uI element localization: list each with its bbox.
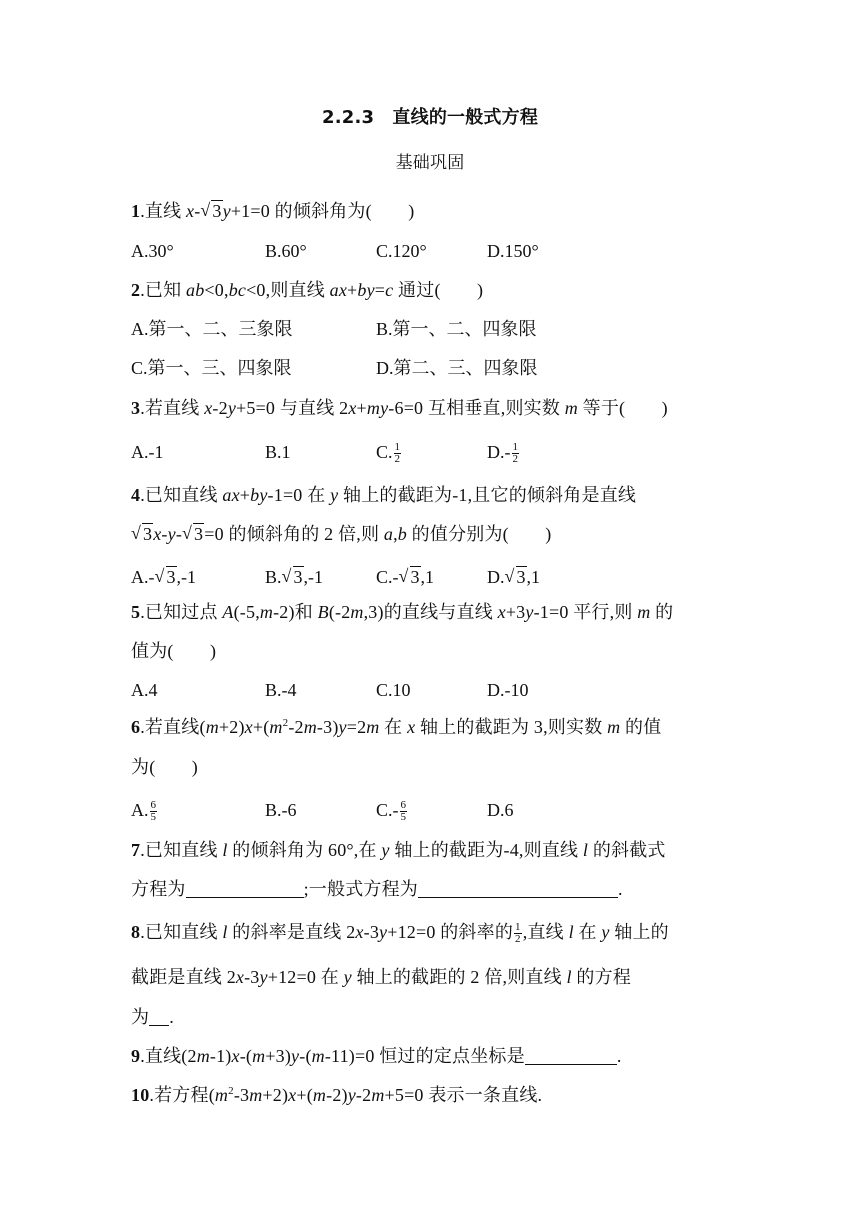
question-number: 4 <box>131 485 141 505</box>
option-c: C.120° <box>376 241 427 261</box>
fraction: $\frac{1}{2}$ <box>512 441 518 466</box>
question-4-line-2: √ 3x-y-√ 3=0 的倾斜角的 2 倍,则 a,b 的值分别为( ) <box>131 522 551 546</box>
question-1: 1.直线 x-√ 3y+1=0 的倾斜角为( ) <box>131 199 414 223</box>
question-6: 6.若直线$(m+2)x+(m^2-2m-3)y=2m$ 在 x 轴上的截距为 3,则实数 m 的值 <box>131 717 662 737</box>
question-8: 8.已知直线 l 的斜率是直线 2x-3y+12=0 的斜率的 $\frac{1}{2}$ ,直线 l 在 y 轴上的 <box>131 921 669 946</box>
question-text: 若方程$(m^2-3m+2)x+(m-2)y-2m+5=0$ 表示一条直线. <box>154 1085 543 1105</box>
option-d: D.√ 3,1 <box>487 565 540 589</box>
question-2: 2.已知 ab<0,bc<0,则直线 ax+by=c 通过( ) <box>131 280 484 300</box>
question-text: 直线 x-√ 3y+1=0 的倾斜角为( ) <box>145 201 415 221</box>
question-3: 3.若直线 x-2y+5=0 与直线 2x+my-6=0 互相垂直,则实数 m 等于( ) <box>131 398 668 418</box>
question-number: 10 <box>131 1085 150 1105</box>
option-d: D.150° <box>487 241 539 261</box>
option-d: D.第二、三、四象限 <box>376 358 538 378</box>
question-text: 直线(2m-1)x-(m+3)y-(m-11)=0 恒过的定点坐标是 <box>144 1046 525 1066</box>
question-5-line-2: 值为( ) <box>131 641 217 661</box>
answer-blank[interactable] <box>525 1046 617 1065</box>
question-number: 8 <box>131 922 141 942</box>
question-number: 1 <box>131 201 141 221</box>
option-b: B.√ 3,-1 <box>265 565 323 589</box>
option-b: B.1 <box>265 442 291 462</box>
answer-blank[interactable] <box>418 879 618 898</box>
option-c: C.第一、三、四象限 <box>131 358 292 378</box>
sqrt-symbol: √ 3 <box>182 522 204 546</box>
question-number: 9 <box>131 1046 141 1066</box>
fraction: $\frac{1}{2}$ <box>394 441 401 466</box>
option-c: C.- $\frac{6}{5}$ <box>376 799 406 824</box>
question-9: 9.直线(2m-1)x-(m+3)y-(m-11)=0 恒过的定点坐标是 . <box>131 1046 622 1066</box>
option-c: C. $\frac{1}{2}$ <box>376 441 401 466</box>
answer-blank[interactable] <box>149 1007 169 1026</box>
option-b: B.60° <box>265 241 307 261</box>
question-10: 10.若方程$(m^2-3m+2)x+(m-2)y-2m+5=0$ 表示一条直线. <box>131 1085 543 1105</box>
option-a: A.30° <box>131 241 174 261</box>
option-d: D.-10 <box>487 680 529 700</box>
question-text: 若直线$(m+2)x+(m^2-2m-3)y=2m$ 在 x 轴上的截距为 3,则实数 m 的值 <box>144 717 662 737</box>
question-number: 2 <box>131 280 141 300</box>
option-c: C.10 <box>376 680 411 700</box>
question-text: 若直线 x-2y+5=0 与直线 2x+my-6=0 互相垂直,则实数 m 等于( ) <box>144 398 668 418</box>
question-7-line-2: 方程为 ;一般式方程为 . <box>131 879 623 899</box>
option-d: D.6 <box>487 800 514 820</box>
question-text: 已知 ab<0,bc<0,则直线 ax+by=c 通过( ) <box>144 280 484 300</box>
option-c: C.-√ 3,1 <box>376 565 434 589</box>
option-a: A.-√ 3,-1 <box>131 565 196 589</box>
question-8-line-2: 截距是直线 2x-3y+12=0 在 y 轴上的截距的 2 倍,则直线 l 的方程 <box>131 967 632 987</box>
question-number: 3 <box>131 398 141 418</box>
option-d: D.- $\frac{1}{2}$ <box>487 441 518 466</box>
fraction: $\frac{6}{5}$ <box>150 799 156 824</box>
sqrt-symbol: √ 3 <box>131 522 153 546</box>
option-a: A.4 <box>131 680 158 700</box>
page-title: 2.2.3 直线的一般式方程 <box>321 107 539 128</box>
section-heading: 基础巩固 <box>395 153 465 173</box>
question-number: 7 <box>131 840 141 860</box>
question-number: 5 <box>131 602 141 622</box>
question-text: 已知直线 l 的斜率是直线 2x-3y+12=0 的斜率的 $\frac{1}{2}$ ,直线 l 在 y 轴上的 <box>144 921 669 946</box>
fraction: $\frac{6}{5}$ <box>400 799 406 824</box>
sqrt-symbol: √ 3 <box>200 199 222 223</box>
question-text: 已知直线 l 的倾斜角为 60°,在 y 轴上的截距为-4,则直线 l 的斜截式 <box>144 840 666 860</box>
option-b: B.-6 <box>265 800 297 820</box>
option-b: B.第一、二、四象限 <box>376 319 537 339</box>
option-b: B.-4 <box>265 680 297 700</box>
option-a: A. $\frac{6}{5}$ <box>131 799 156 824</box>
question-6-line-2: 为( ) <box>131 757 198 777</box>
answer-blank[interactable] <box>186 879 304 898</box>
question-8-line-3: 为 . <box>131 1007 174 1027</box>
question-text: 已知过点 A(-5,m-2)和 B(-2m,3)的直线与直线 x+3y-1=0 平行,则 m 的 <box>144 602 674 622</box>
question-number: 6 <box>131 717 141 737</box>
option-a: A.第一、二、三象限 <box>131 319 293 339</box>
option-a: A.-1 <box>131 442 164 462</box>
question-5: 5.已知过点 A(-5,m-2)和 B(-2m,3)的直线与直线 x+3y-1=0 平行,则 m 的 <box>131 602 674 622</box>
question-text: 已知直线 ax+by-1=0 在 y 轴上的截距为-1,且它的倾斜角是直线 <box>144 485 637 505</box>
question-7: 7.已知直线 l 的倾斜角为 60°,在 y 轴上的截距为-4,则直线 l 的斜截式 <box>131 840 666 860</box>
question-4: 4.已知直线 ax+by-1=0 在 y 轴上的截距为-1,且它的倾斜角是直线 <box>131 485 637 505</box>
fraction: $\frac{1}{2}$ <box>515 921 521 946</box>
